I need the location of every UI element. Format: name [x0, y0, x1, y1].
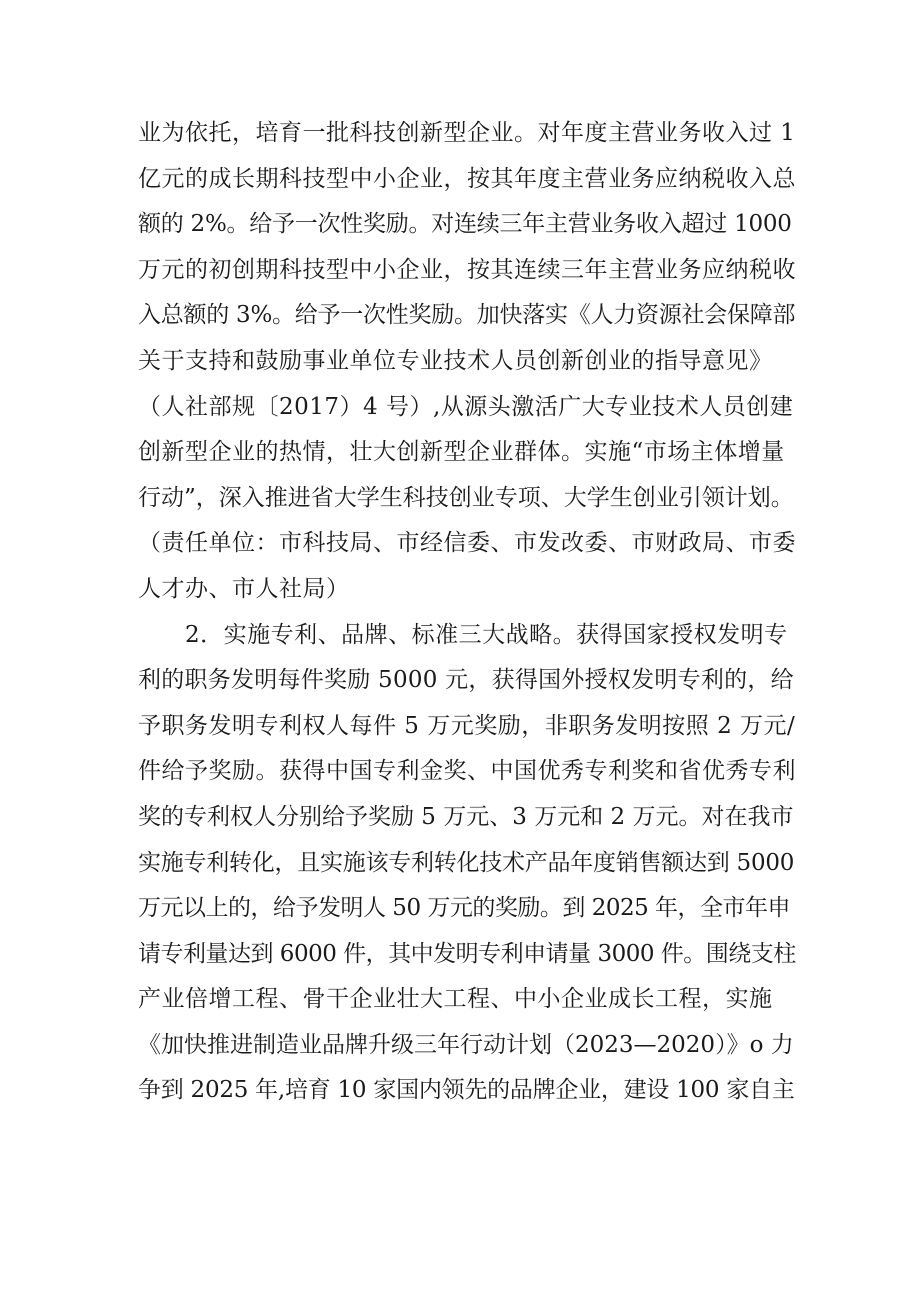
text-line: 人才办、市人社局） [138, 575, 350, 602]
text-line: 行动”，深入推进省大学生科技创业专项、大学生创业引领计划。 [138, 484, 794, 511]
text-line: 产业倍增工程、骨干企业壮大工程、中小企业成长工程，实施 [138, 986, 773, 1013]
text-line: 创新型企业的热情，壮大创新型企业群体。实施“市场主体增量 [138, 439, 785, 466]
text-line: 入总额的 3%。给予一次性奖励。加快落实《人力资源社会保障部 [138, 302, 796, 329]
text-line: 争到 2025 年,培育 10 家国内领先的品牌企业，建设 100 家自主 [138, 1077, 795, 1104]
text-line: 万元的初创期科技型中小企业，按其连续三年主营业务应纳税收 [138, 256, 796, 283]
paragraph-start-line: 2．实施专利、品牌、标准三大战略。获得国家授权发明专 [138, 621, 788, 648]
text-line: 件给予奖励。获得中国专利金奖、中国优秀专利奖和省优秀专利 [138, 758, 796, 785]
body-text [138, 111, 798, 1114]
text-line: 实施专利转化，且实施该专利转化技术产品年度销售额达到 5000 [138, 849, 795, 876]
text-line: 业为依托，培育一批科技创新型企业。对年度主营业务收入过 1 [138, 120, 796, 146]
text-line: 奖的专利权人分别给予奖励 5 万元、3 万元和 2 万元。对在我市 [138, 803, 794, 830]
text-line: 《加快推进制造业品牌升级三年行动计划（2023—2020）》o 力 [138, 1031, 794, 1058]
text-line: 亿元的成长期科技型中小企业，按其年度主营业务应纳税收入总 [138, 165, 796, 192]
text-line: 关于支持和鼓励事业单位专业技术人员创新创业的指导意见》 [138, 347, 773, 374]
text-line: （人社部规〔2017）4 号）,从源头激活广大专业技术人员创建 [138, 393, 794, 420]
text-line: 请专利量达到 6000 件，其中发明专利申请量 3000 件。围绕支柱 [138, 940, 796, 967]
text-line: 予职务发明专利权人每件 5 万元奖励，非职务发明按照 2 万元/ [138, 712, 796, 739]
text-line: 额的 2%。给予一次性奖励。对连续三年主营业务收入超过 1000 [138, 211, 792, 238]
text-line: 利的职务发明每件奖励 5000 元，获得国外授权发明专利的，给 [138, 667, 794, 694]
text-line: （责任单位：市科技局、市经信委、市发改委、市财政局、市委 [138, 530, 796, 557]
text-line: 万元以上的，给予发明人 50 万元的奖励。到 2025 年，全市年申 [138, 895, 791, 922]
